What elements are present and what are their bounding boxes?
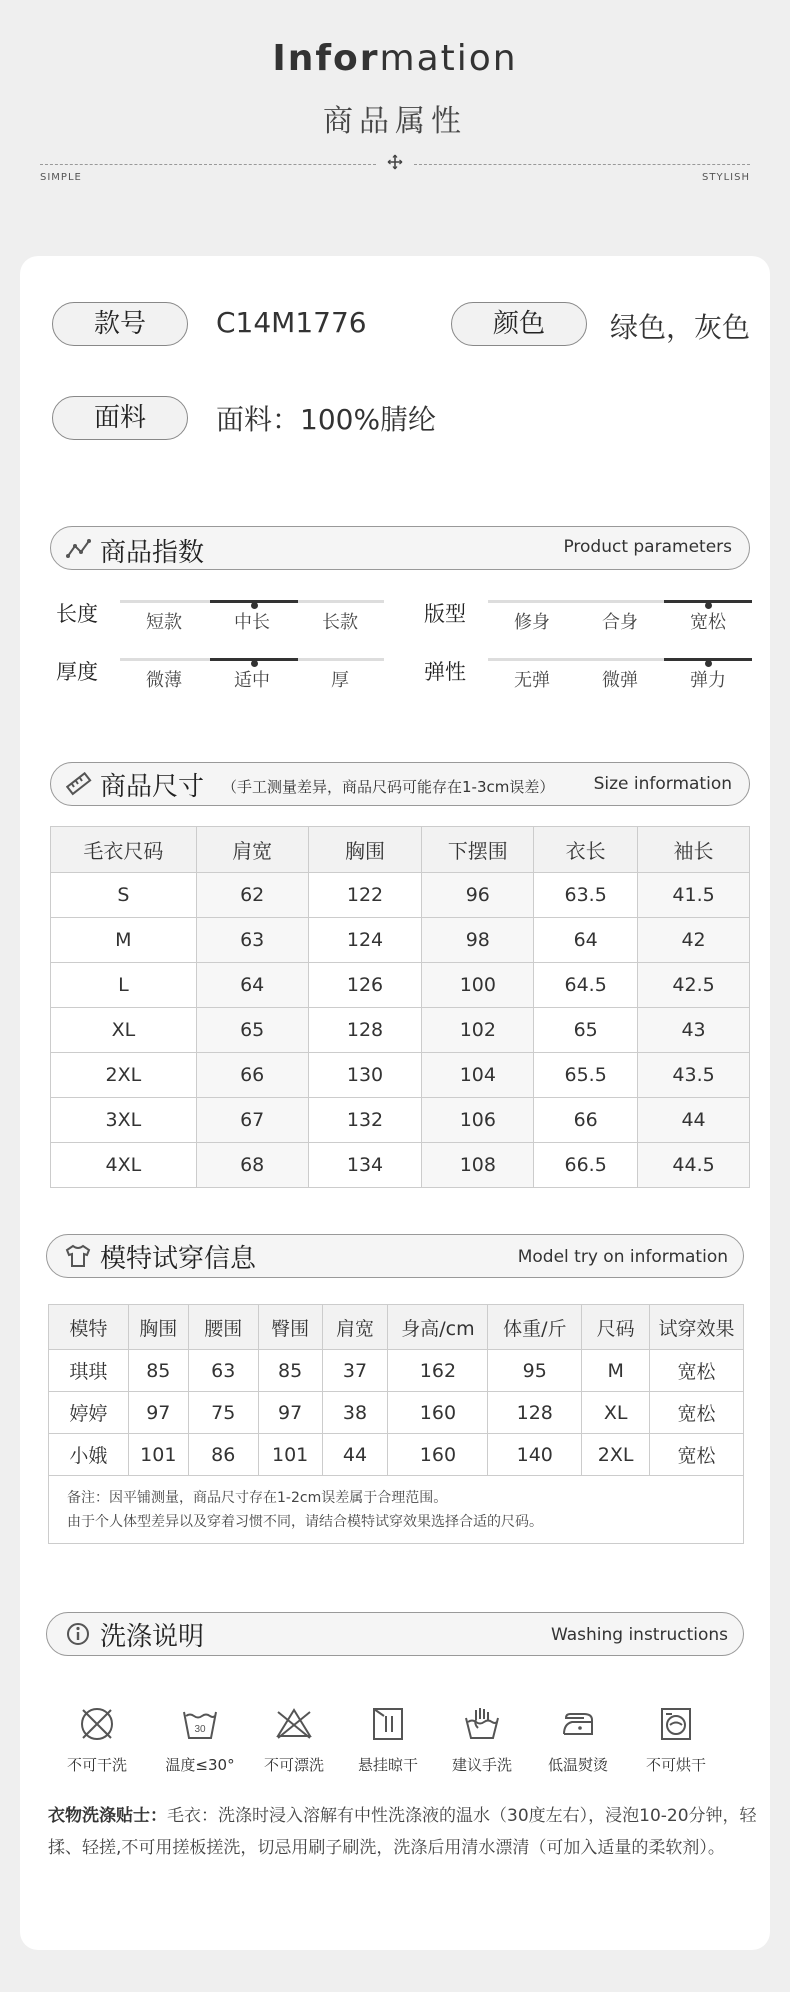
size-cell: 100 <box>422 963 534 1008</box>
wash-tips <box>48 1800 768 1864</box>
hang-dry-icon <box>368 1704 408 1744</box>
size-cell: 2XL <box>51 1053 197 1098</box>
model-note <box>48 1476 744 1544</box>
header-title-bold: Infor <box>272 38 380 79</box>
model-header-cell: 体重/斤 <box>488 1305 582 1350</box>
size-cell: 44 <box>638 1098 750 1143</box>
model-cell: 38 <box>322 1392 388 1434</box>
size-cell: M <box>51 918 197 963</box>
size-cell: 62 <box>196 873 308 918</box>
header-divider-right <box>414 164 750 165</box>
hand-wash-icon <box>462 1704 502 1744</box>
size-cell: 104 <box>422 1053 534 1098</box>
no-tumble-dry-icon <box>656 1704 696 1744</box>
header-title-rest: mation <box>379 38 518 79</box>
param-option-elasticity-0: 无弹 <box>514 670 550 691</box>
model-header-cell: 试穿效果 <box>650 1305 744 1350</box>
size-cell: 63 <box>196 918 308 963</box>
wash-item-hang-dry <box>343 1704 433 1775</box>
model-header-cell: 臀围 <box>258 1305 322 1350</box>
size-cell: 43 <box>638 1008 750 1053</box>
model-cell: 162 <box>388 1350 488 1392</box>
model-header-cell: 模特 <box>49 1305 129 1350</box>
size-cell: 124 <box>308 918 422 963</box>
size-cell: 43.5 <box>638 1053 750 1098</box>
model-cell: 97 <box>128 1392 188 1434</box>
style-no-label: 款号 <box>52 302 188 346</box>
size-section-en: Size information <box>593 774 732 794</box>
size-cell: 66 <box>196 1053 308 1098</box>
table-row <box>49 1350 744 1392</box>
wash-tips-label: 衣物洗涤贴士： <box>48 1806 167 1826</box>
model-cell: 75 <box>188 1392 258 1434</box>
wash-temp-text: 30 <box>194 1724 206 1735</box>
header-divider-left <box>40 164 376 165</box>
size-cell: 41.5 <box>638 873 750 918</box>
size-cell: L <box>51 963 197 1008</box>
size-header-cell: 肩宽 <box>196 827 308 873</box>
size-cell: 63.5 <box>534 873 638 918</box>
size-cell: 65.5 <box>534 1053 638 1098</box>
size-cell: S <box>51 873 197 918</box>
table-row <box>51 1143 750 1188</box>
table-row <box>49 1434 744 1476</box>
wash-item-wash-30 <box>155 1704 245 1775</box>
table-row <box>51 873 750 918</box>
table-row <box>51 918 750 963</box>
size-cell: 4XL <box>51 1143 197 1188</box>
color-label: 颜色 <box>451 302 587 346</box>
model-cell: M <box>582 1350 650 1392</box>
param-name-length: 长度 <box>56 602 98 626</box>
model-header-cell: 胸围 <box>128 1305 188 1350</box>
model-cell: 101 <box>258 1434 322 1476</box>
size-header-cell: 下摆围 <box>422 827 534 873</box>
model-cell: 140 <box>488 1434 582 1476</box>
wash-item-low-iron <box>533 1704 623 1775</box>
model-cell: 160 <box>388 1434 488 1476</box>
param-option-length-0: 短款 <box>146 612 182 633</box>
param-option-thickness-0: 微薄 <box>146 670 182 691</box>
size-cell: 67 <box>196 1098 308 1143</box>
fabric-label: 面料 <box>52 396 188 440</box>
wash-item-no-bleach <box>249 1704 339 1775</box>
size-table <box>50 826 750 1188</box>
size-section-title: 商品尺寸 <box>100 772 205 802</box>
header-subtitle: 商品属性 <box>323 104 467 139</box>
size-table-header <box>51 827 750 873</box>
model-header-cell: 尺码 <box>582 1305 650 1350</box>
model-table <box>48 1304 744 1476</box>
model-cell: 128 <box>488 1392 582 1434</box>
table-row <box>51 963 750 1008</box>
size-header-cell: 毛衣尺码 <box>51 827 197 873</box>
wash-30-icon <box>180 1704 220 1744</box>
param-option-thickness-1: 适中 <box>234 670 270 691</box>
low-iron-icon <box>558 1704 598 1744</box>
ruler-icon <box>66 772 92 796</box>
trend-line-icon <box>66 538 92 560</box>
model-note-line-2: 由于个人体型差异以及穿着习惯不同，请结合模特试穿效果选择合适的尺码。 <box>67 1514 543 1530</box>
param-option-elasticity-1: 微弹 <box>602 670 638 691</box>
fabric-value: 面料：100%腈纶 <box>216 403 437 436</box>
param-option-length-2: 长款 <box>322 612 358 633</box>
model-header-cell: 肩宽 <box>322 1305 388 1350</box>
size-cell: 122 <box>308 873 422 918</box>
model-cell: 宽松 <box>650 1350 744 1392</box>
model-cell: 宽松 <box>650 1392 744 1434</box>
param-option-fit-1: 合身 <box>602 612 638 633</box>
model-cell: 小娥 <box>49 1434 129 1476</box>
header-left-tag: SIMPLE <box>40 172 82 183</box>
model-cell: 琪琪 <box>49 1350 129 1392</box>
wash-label: 悬挂晾干 <box>357 1756 418 1774</box>
size-cell: 130 <box>308 1053 422 1098</box>
wash-label: 不可烘干 <box>645 1756 706 1774</box>
model-cell: 85 <box>128 1350 188 1392</box>
no-bleach-icon <box>274 1704 314 1744</box>
size-cell: 42 <box>638 918 750 963</box>
model-cell: 86 <box>188 1434 258 1476</box>
size-cell: 134 <box>308 1143 422 1188</box>
wash-label: 不可干洗 <box>66 1756 127 1774</box>
param-option-length-1: 中长 <box>234 612 270 633</box>
model-section-en: Model try on information <box>517 1247 728 1267</box>
wash-item-no-dry-clean <box>52 1704 142 1775</box>
model-cell: 97 <box>258 1392 322 1434</box>
param-name-elasticity: 弹性 <box>424 660 466 684</box>
size-cell: 96 <box>422 873 534 918</box>
model-cell: 101 <box>128 1434 188 1476</box>
size-cell: 42.5 <box>638 963 750 1008</box>
table-row <box>51 1098 750 1143</box>
model-cell: 44 <box>322 1434 388 1476</box>
table-row <box>51 1008 750 1053</box>
no-dry-clean-icon <box>77 1704 117 1744</box>
param-option-elasticity-2: 弹力 <box>690 670 726 691</box>
size-cell: 108 <box>422 1143 534 1188</box>
size-cell: 128 <box>308 1008 422 1053</box>
wash-label: 不可漂洗 <box>263 1756 324 1774</box>
size-cell: 132 <box>308 1098 422 1143</box>
style-no-value: C14M1776 <box>216 306 367 339</box>
size-cell: 126 <box>308 963 422 1008</box>
wash-label: 温度≤30° <box>165 1756 235 1774</box>
model-header-cell: 腰围 <box>188 1305 258 1350</box>
size-cell: 65 <box>196 1008 308 1053</box>
size-header-cell: 袖长 <box>638 827 750 873</box>
table-row <box>49 1392 744 1434</box>
shirt-icon <box>64 1244 92 1268</box>
model-cell: 95 <box>488 1350 582 1392</box>
param-name-fit: 版型 <box>424 602 466 626</box>
size-cell: 68 <box>196 1143 308 1188</box>
wash-label: 建议手洗 <box>451 1756 512 1774</box>
model-cell: 2XL <box>582 1434 650 1476</box>
size-header-cell: 胸围 <box>308 827 422 873</box>
model-cell: 160 <box>388 1392 488 1434</box>
size-section-note: （手工测量差异，商品尺码可能存在1-3cm误差） <box>222 778 555 796</box>
size-cell: 106 <box>422 1098 534 1143</box>
params-section-en: Product parameters <box>563 537 732 557</box>
wash-tips-text: 毛衣：洗涤时浸入溶解有中性洗涤液的温水（30度左右），浸泡10-20分钟，轻揉、轻搓,不可用搓板搓洗，切忌用刷子刷洗，洗涤后用清水漂清（可加入适量的柔软剂）。 <box>48 1806 757 1858</box>
size-cell: 64 <box>196 963 308 1008</box>
model-cell: 85 <box>258 1350 322 1392</box>
model-section-title: 模特试穿信息 <box>100 1244 257 1274</box>
header-right-tag: STYLISH <box>702 172 750 183</box>
size-cell: 66 <box>534 1098 638 1143</box>
wash-item-hand-wash <box>437 1704 527 1775</box>
params-section-title: 商品指数 <box>100 538 205 568</box>
size-cell: XL <box>51 1008 197 1053</box>
size-cell: 65 <box>534 1008 638 1053</box>
param-option-fit-2: 宽松 <box>690 612 726 633</box>
model-note-line-1: 备注：因平铺测量，商品尺寸存在1-2cm误差属于合理范围。 <box>67 1490 448 1506</box>
model-cell: 宽松 <box>650 1434 744 1476</box>
color-value: 绿色，灰色 <box>610 311 751 344</box>
size-cell: 66.5 <box>534 1143 638 1188</box>
model-header-cell: 身高/cm <box>388 1305 488 1350</box>
param-option-thickness-2: 厚 <box>331 670 349 691</box>
size-cell: 98 <box>422 918 534 963</box>
param-name-thickness: 厚度 <box>56 660 98 684</box>
model-cell: XL <box>582 1392 650 1434</box>
size-cell: 44.5 <box>638 1143 750 1188</box>
info-icon <box>66 1622 90 1646</box>
model-cell: 63 <box>188 1350 258 1392</box>
size-cell: 3XL <box>51 1098 197 1143</box>
cross-ornament-icon <box>387 154 403 170</box>
table-row <box>51 1053 750 1098</box>
param-option-fit-0: 修身 <box>514 612 550 633</box>
size-cell: 102 <box>422 1008 534 1053</box>
wash-section-en: Washing instructions <box>550 1625 728 1645</box>
model-cell: 婷婷 <box>49 1392 129 1434</box>
wash-section-title: 洗涤说明 <box>100 1622 205 1652</box>
size-cell: 64.5 <box>534 963 638 1008</box>
wash-item-no-tumble-dry <box>631 1704 721 1775</box>
wash-label: 低温熨烫 <box>547 1756 608 1774</box>
size-cell: 64 <box>534 918 638 963</box>
model-cell: 37 <box>322 1350 388 1392</box>
size-header-cell: 衣长 <box>534 827 638 873</box>
model-table-header <box>49 1305 744 1350</box>
header-title <box>0 38 790 79</box>
